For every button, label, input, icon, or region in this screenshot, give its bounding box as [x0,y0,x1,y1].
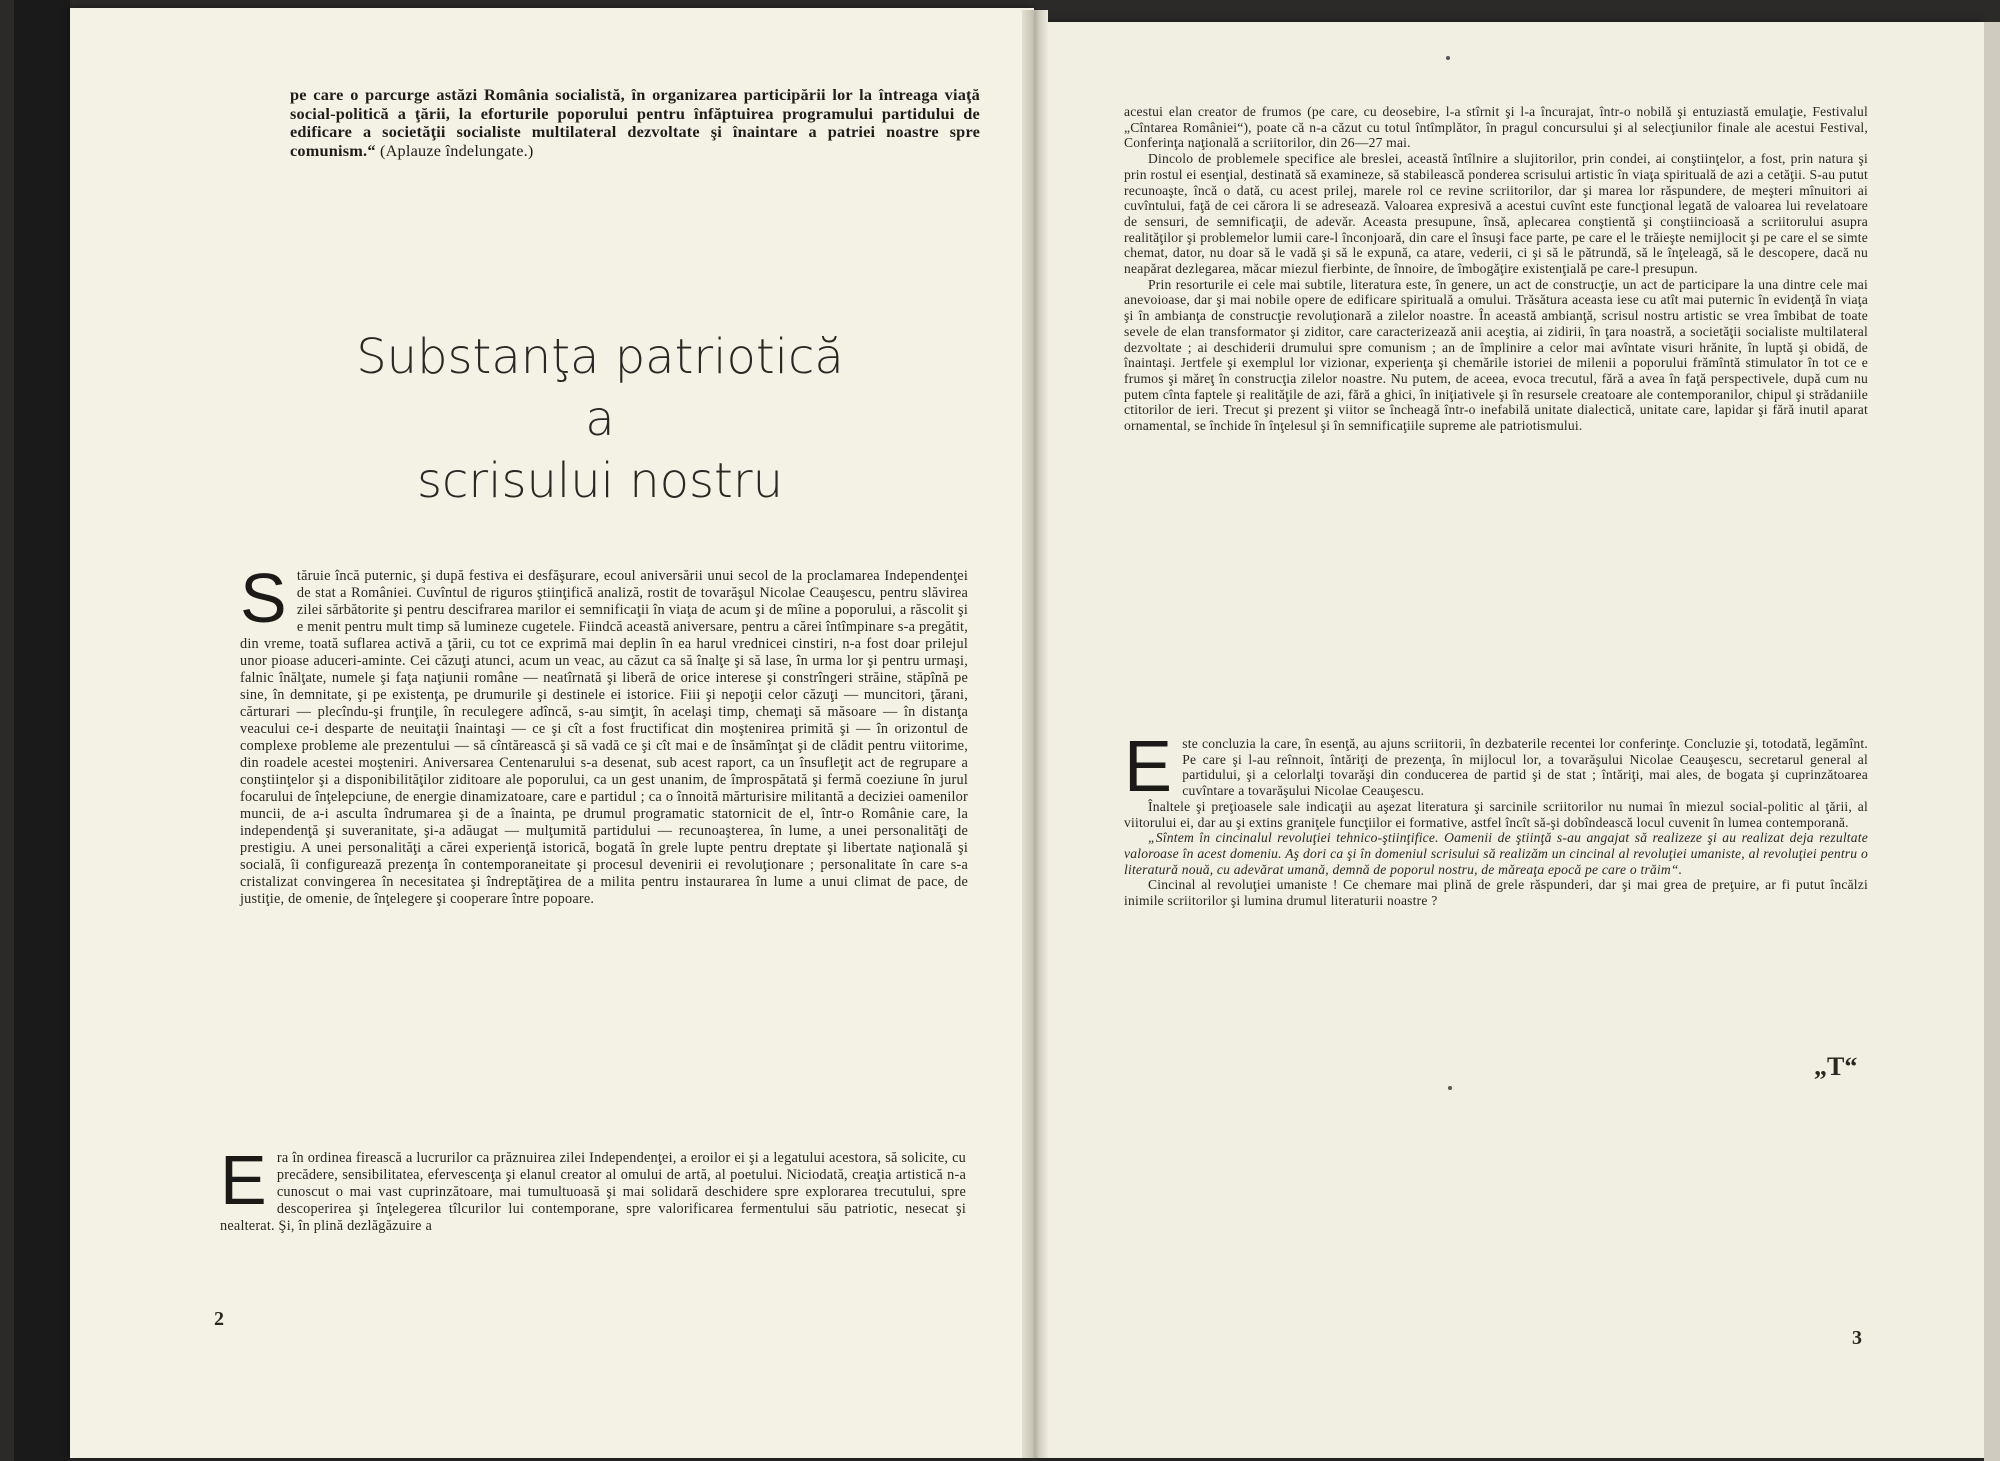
section-1 [240,559,968,908]
page-number-right: 3 [1852,1327,1862,1349]
section-2 [220,1141,966,1235]
page-edge-right [1984,22,2000,1461]
title-line-1: Substanţa patriotică [356,329,844,385]
paragraph-2: Dincolo de problemele specifice ale breslei, această întîlnire a slujitorilor, prin condei, ai conştiinţelor, a fost, prin natura şi prin rostul ei esenţial, destinată să examineze, să stabilească ponderea scrisului artistic în viaţa spirituală de azi a cetăţii. S-au putut recunoaşte, încă o dată, cu acest prilej, marele rol ce revine scriitorilor, dar şi marea lor răspundere, de meşteri mînuitori ai cuvîntului, faţă de cei cărora li se adresează. Valoarea expresivă a acestui cuvînt este funcţional legată de valoarea lui revelatoare de sensuri, de semnificaţii, de adevăr. Aceasta presupune, însă, aplecarea conştientă şi conştiincioasă a scriitorului asupra realităţilor şi problemelor lumii care-l înconjoară, din care el însuşi face parte, pe care el le trăieşte nemijlocit şi pe care el se simte chemat, dator, nu doar să le vadă şi să le expună, ca atare, vederii, ci şi să le pătrundă, să le înţeleagă, să le descopere, dacă nu neapărat dezlegarea, măcar miezul fierbinte, de înnoire, de îmbogăţire existenţială pe care-l presupun. [1124,151,1868,277]
title-line-2: a [585,391,615,447]
book-gutter [1022,10,1048,1458]
right-column-bottom [1124,727,1868,909]
section-1-text: tăruie încă puternic, şi după festiva ei desfăşurare, ecoul aniversării unui secol de la proclamarea Independenţei de stat a României. Cuvîntul de riguros ştiinţifică analiză, rostit de tovarăşul Nicolae Ceauşescu, pentru slăvirea zilei sărbătorite şi pentru descifrarea marilor ei semnificaţii în viaţa de acum şi de mîine a poporului, a răscolit şi e menit pentru mult timp să lumineze cugetele. Fiindcă această aniversare, pentru a cărei întîmpinare s-a pregătit, din vreme, toată suflarea activă a ţării, cu tot ce exprimă mai deplin în ea harul vrednicei cinstiri, n-a fost doar prilejul unor pioase aduceri-aminte. Cei căzuţi atunci, acum un veac, au căzut ca să înalţe şi să lase, în urma lor şi pentru urmaşi, falnic înălţate, numele şi faţa naţiunii române — neatîrnată şi liberă de orice interese şi constrîngeri străine, stăpînă pe sine, în demnitate, şi pe existenţa, pe drumurile şi destinele ei istorice. Fiii şi nepoţii celor căzuţi — muncitori, ţărani, cărturari — plecîndu-şi frunţile, în reculegere adîncă, s-au simţit, în acelaşi timp, chemaţi să măsoare — în distanţa veacului ce-i desparte de neuitaţii înaintaşi — ce şi cît a fost fructificat din moştenirea primită şi — în orizontul de complexe probleme ale prezentului — să cîntărească şi să vadă ce şi cît mai e de însămînţat şi de clădit pentru viitorime, din roadele acestei moşteniri. Aniversarea Centenarului s-a desenat, sub acest raport, ca un însufleţit act de regrupare a conştiinţelor şi a disponibilităţilor ziditoare ale poporului, ca un gest unanim, de împrospătată şi fermă coeziune în jurul focarului de înţelepciune, de energie dinamizatoare, care e partidul ; ca o înnoită mărturisire militantă a deciziei oamenilor muncii, de a-i asculta îndrumarea şi de a înainta, pe drumul programatic statornicit de el, într-o Românie care, la independenţă şi suveranitate, şi-a adăugat — mulţumită partidului — recunoaşterea, în lume, a unei personalităţi de prestigiu. A unei personalităţi a cărei experienţă istorică, bogată în grele lupte pentru dreptate şi libertate naţională şi socială, îi configurează prezenţa în contemporaneitate şi procesul devenirii ei revoluţionare ; personalitate în care s-a cristalizat convingerea în necesitatea şi îndreptăţirea de a milita pentru instaurarea în lume a unui climat de pace, de justiţie, de omenie, de înţelegere şi cooperare între popoare. [240,568,968,907]
intro-paragraph [290,86,980,160]
page-number-left: 2 [214,1308,224,1330]
intro-applause-note: (Aplauze îndelungate.) [379,140,534,160]
paragraph-3: Prin resorturile ei cele mai subtile, literatura este, în genere, un act de construcţie, un act de participare la una dintre cele mai anevoioase, dar şi mai nobile opere de edificare spirituală a omului. Trăsătura aceasta iese cu atît mai puternic în evidenţă în viaţa şi în ambianţa de construcţie revoluţionară a zilelor noastre. În această ambianţă, scrisul nostru artistic se vrea îmbibat de toate sevele de elan transformator şi ziditor, care caracterizează anii aceştia, ai zidirii, în ţara noastră, a societăţii socialiste multilateral dezvoltate ; ai deschiderii drumului spre comunism ; an de împlinire a celor mai avîntate visuri hrănite, în luptă şi obidă, de înaintaşi. Jertfele şi exemplul lor vizionar, experienţa şi chemările istoriei de milenii a poporului frămîntă stimulator în tot ce e frumos şi măreţ în construcţia zilelor noastre. Nu putem, de aceea, evoca trecutul, fără a avea în faţă perspectivele, după cum nu putem cînta faptele şi realităţile de azi, fără a ghici, în iniţiativele şi în resursele creatoare ale contemporanilor, chipul şi strădaniile ctitorilor de ieri. Trecut şi prezent şi viitor se încheagă într-o inefabilă unitate dialectică, unitate care, lapidar şi fără inutil aparat ornamental, se închide în înţelesul şi în semnificaţiile supreme ale patriotismului. [1124,276,1868,434]
drop-cap-s: S [240,559,287,637]
title-line-3: scrisului nostru [416,453,784,509]
right-column-top [1124,104,1868,434]
author-signature: „T“ [1814,1052,1858,1081]
paragraph-1: acestui elan creator de frumos (pe care, cu deosebire, l-a stîrnit şi l-a încurajat, într-o nobilă şi entuziastă emulaţie, Festivalul „Cîntarea României“), poate că n-a căzut cu totul întîmplător, în pragul concursului şi al selecţiunilor finale ale acestui Festival, Conferinţa naţională a scriitorilor, din 26—27 mai. [1124,104,1868,151]
paragraph-5: Înaltele şi preţioasele sale indicaţii au aşezat literatura şi sarcinile scriitorilor nu numai în miezul social-politic al ţării, al viitorului ei, dar au şi extins graniţele funcţiilor ei formative, astfel încît să-şi dobîndească locul cuvenit în lumea contemporană. [1124,798,1868,830]
print-speck [1446,56,1450,60]
article-title [290,326,910,512]
paragraph-6: Cincinal al revoluţiei umaniste ! Ce chemare mai plină de grele răspunderi, dar şi mai grea de preţuire, ar fi putut încălzi inimile scriitorilor şi lumina drumul literaturii noastre ? [1124,877,1868,909]
drop-cap-e-right: E [1124,727,1173,807]
quote-paragraph: „Sîntem în cincinalul revoluţiei tehnico-ştiinţifice. Oamenii de ştiinţă s-au angajat să realizeze şi au realizat deja rezultate valoroase în acest domeniu. Aş dori ca şi în domeniul scrisului să realizăm un cincinal al revoluţiei umaniste, al revoluţiei pentru o literatură nouă, cu adevărat umană, demnă de poporul nostru, de măreaţa epocă pe care o trăim“. [1124,830,1868,877]
print-speck [1448,1086,1452,1090]
drop-cap-e: E [220,1141,267,1219]
section-2-text: ra în ordinea firească a lucrurilor ca prăznuirea zilei Independenţei, a eroilor ei şi a legatului acestora, să solicite, cu precădere, sensibilitatea, efervescenţa şi elanul creator al omului de artă, al poetului. Niciodată, creaţia artistică n-a cunoscut o mai vast cuprinzătoare, mai tumultuoasă şi mai solidară deschidere spre explorarea trecutului, spre descoperirea şi înţelegerea tîlcurilor lui contemporane, spre valorificarea fermentului său patriotic, nesecat şi nealterat. Şi, în plină dezlăgăzuire a [220,1150,966,1234]
book-cover-edge [14,0,70,1461]
intro-bold-text: pe care o parcurge astăzi România socialistă, în organizarea participării lor la întreaga viaţă social-politică a ţării, la eforturile poporului pentru înfăptuirea programului partidului de edificare a societăţii socialiste multilateral dezvoltate şi înaintare a patriei noastre spre comunism.“ [290,85,980,160]
paragraph-4: ste concluzia la care, în esenţă, au ajuns scriitorii, în dezbaterile recentei lor conferinţe. Concluzie şi, totodată, legămînt. Pe care şi l-au reînnoit, întăriţi de prezenţa, în mijlocul lor, a tovarăşului Nicolae Ceauşescu, secretarul general al partidului, şi a celorlalţi tovarăşi din conducerea de partid şi de stat ; întăriţi, mai ales, de bogata şi cuprinzătoarea cuvîntare a tovarăşului Nicolae Ceauşescu. [1182,736,1868,799]
